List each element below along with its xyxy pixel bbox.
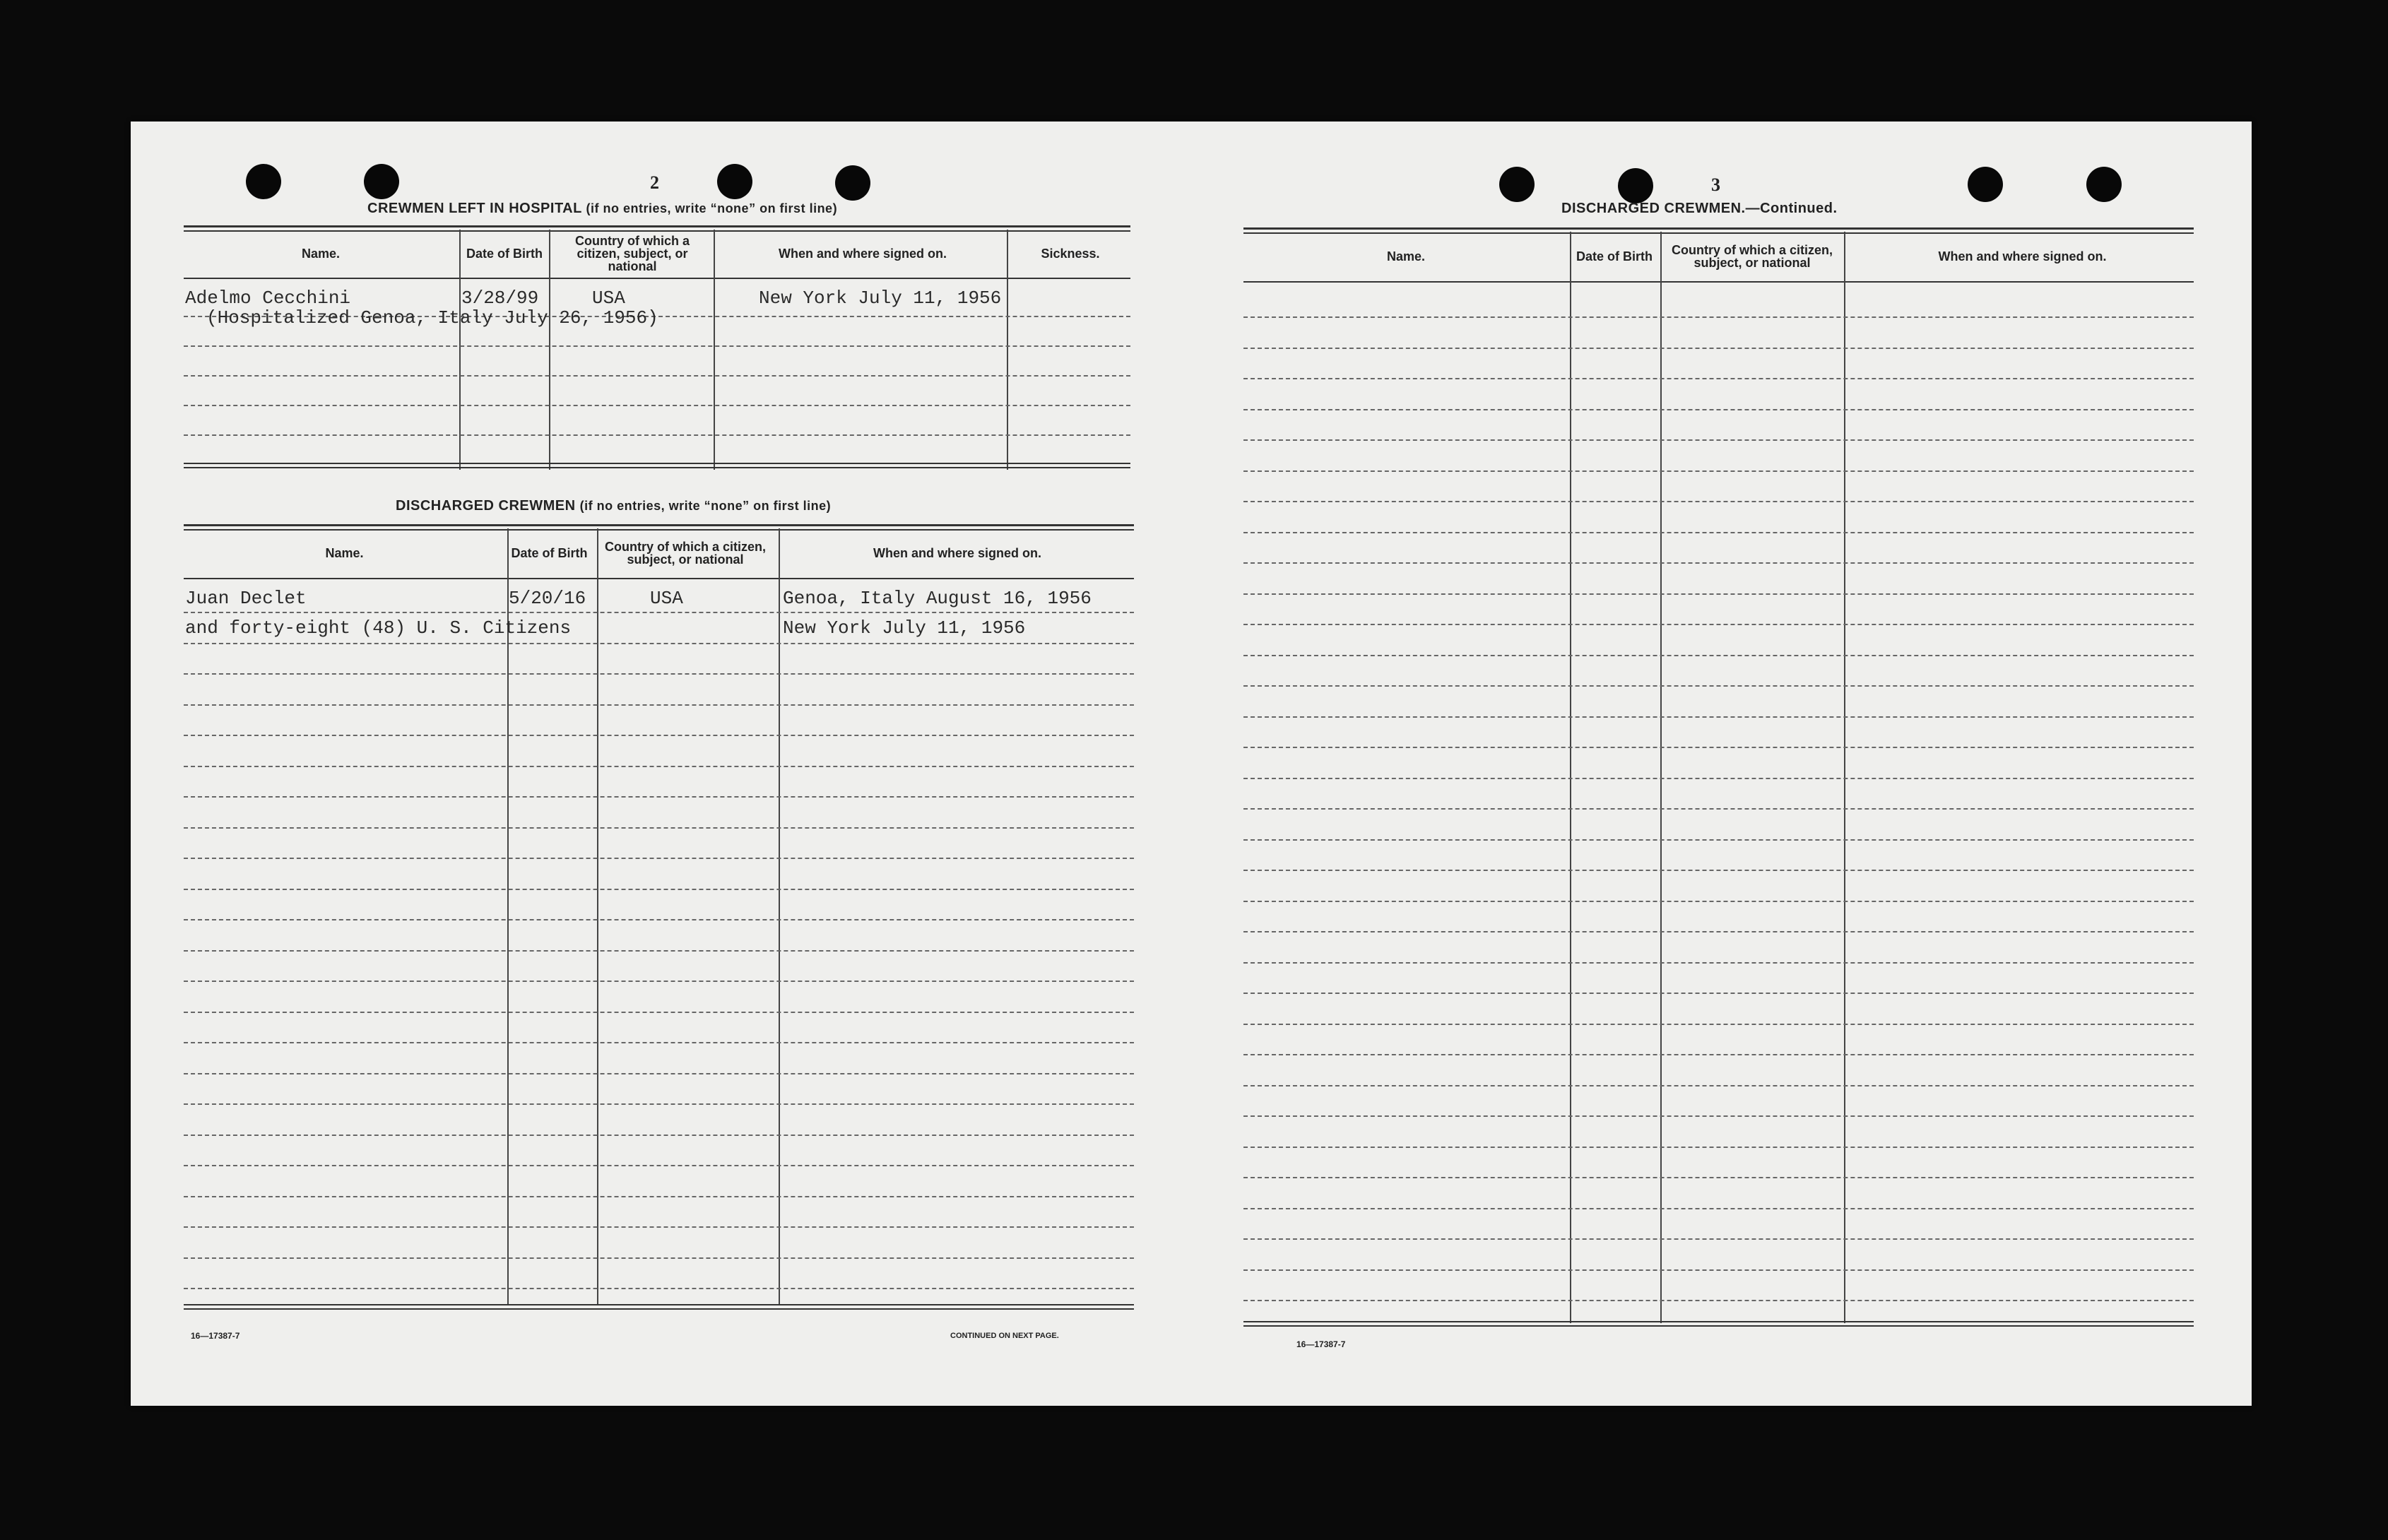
ruled-line (1243, 593, 2194, 595)
hospital-signed-on: New York July 11, 1956 (759, 288, 1002, 309)
ruled-line (1243, 1085, 2194, 1086)
ruled-line (1243, 655, 2194, 656)
ruled-line (1243, 624, 2194, 625)
ruled-line (184, 612, 1134, 613)
ruled-line (1243, 470, 2194, 472)
hospital-country: USA (592, 288, 625, 309)
ruled-line (1243, 532, 2194, 533)
discharged-section-title: DISCHARGED CREWMEN (if no entries, write “none” on first line) (396, 498, 832, 514)
ruled-line (184, 981, 1134, 982)
column-header: Name. (1386, 249, 1426, 263)
document-sheet (131, 122, 2252, 1406)
column-header: Sickness. (1041, 247, 1100, 261)
ruled-line (184, 796, 1134, 798)
ruled-line (1243, 716, 2194, 718)
ruled-line (184, 766, 1134, 767)
column-header: Date of Birth (1576, 249, 1653, 263)
ruled-line (184, 1196, 1134, 1197)
page-number: 2 (650, 172, 659, 193)
ruled-line (184, 673, 1134, 675)
ruled-line (1243, 409, 2194, 410)
ruled-line (1243, 962, 2194, 964)
ruled-line (184, 735, 1134, 736)
ruled-line (1243, 562, 2194, 564)
ruled-line (184, 1288, 1134, 1289)
ruled-line (1243, 501, 2194, 502)
hospital-section-title: CREWMEN LEFT IN HOSPITAL (if no entries, write “none” on first line) (367, 201, 838, 216)
form-number: 16—17387-7 (1296, 1339, 1346, 1349)
ruled-line (1243, 808, 2194, 810)
ruled-line (1243, 778, 2194, 779)
ruled-line (1243, 439, 2194, 441)
column-header: Country of which a citizen, subject, or national (604, 540, 766, 567)
ruled-line (1243, 1300, 2194, 1301)
ruled-line (1243, 993, 2194, 994)
discharged-country: USA (650, 588, 683, 609)
discharged-when-where: New York July 11, 1956 (783, 617, 1026, 639)
page-number: 3 (1711, 174, 1720, 195)
ruled-line (184, 1042, 1134, 1043)
hospital-note: (Hospitalized Genoa, Italy July 26, 1956) (206, 307, 658, 328)
ruled-line (1243, 931, 2194, 932)
continued-note: CONTINUED ON NEXT PAGE. (950, 1332, 1059, 1340)
ruled-line (1243, 1115, 2194, 1117)
column-header: When and where signed on. (873, 546, 1042, 560)
column-header: Date of Birth (466, 247, 543, 261)
ruled-line (184, 1135, 1134, 1136)
column-header: Country of which a citizen, subject, or national (575, 234, 690, 273)
discharged-when-where: Genoa, Italy August 16, 1956 (783, 588, 1092, 609)
column-header: Country of which a citizen, subject, or national (1671, 243, 1833, 270)
ruled-line (1243, 1208, 2194, 1209)
ruled-line (1243, 1024, 2194, 1025)
left-page (131, 122, 1190, 1406)
ruled-line (1243, 378, 2194, 379)
column-header: Name. (301, 247, 341, 261)
ruled-line (184, 643, 1134, 644)
ruled-line (1243, 747, 2194, 748)
discharged-table (184, 524, 1134, 1315)
ruled-line (1243, 1054, 2194, 1055)
ruled-line (1243, 839, 2194, 841)
ruled-line (184, 1226, 1134, 1228)
ruled-line (184, 919, 1134, 920)
ruled-line (184, 1165, 1134, 1166)
hospital-table (184, 225, 1130, 473)
ruled-line (184, 1257, 1134, 1259)
ruled-line (184, 889, 1134, 890)
ruled-line (184, 1073, 1134, 1074)
ruled-line (1243, 1238, 2194, 1240)
ruled-line (184, 1012, 1134, 1013)
column-header: When and where signed on. (1938, 249, 2107, 263)
discharged-dob: 5/20/16 (509, 588, 586, 609)
ruled-line (1243, 901, 2194, 902)
ruled-line (1243, 685, 2194, 687)
ruled-line (184, 950, 1134, 952)
ruled-line (1243, 1147, 2194, 1148)
ruled-line (184, 827, 1134, 829)
column-header: Date of Birth (511, 546, 588, 560)
ruled-line (184, 704, 1134, 706)
column-header: When and where signed on. (778, 247, 947, 261)
ruled-line (1243, 870, 2194, 871)
discharged-continued-table (1243, 227, 2194, 1329)
hospital-dob: 3/28/99 (461, 288, 539, 309)
column-header: Name. (325, 546, 364, 560)
hospital-name: Adelmo Cecchini (185, 288, 351, 309)
ruled-line (1243, 316, 2194, 318)
ruled-line (1243, 1269, 2194, 1271)
right-page (1190, 122, 2250, 1406)
discharged-name: and forty-eight (48) U. S. Citizens (185, 617, 572, 639)
ruled-line (1243, 348, 2194, 349)
form-number: 16—17387-7 (191, 1331, 240, 1341)
ruled-line (1243, 1177, 2194, 1178)
ruled-line (184, 858, 1134, 859)
discharged-continued-title: DISCHARGED CREWMEN.—Continued. (1561, 201, 1838, 216)
discharged-name: Juan Declet (185, 588, 307, 609)
ruled-line (184, 1103, 1134, 1105)
